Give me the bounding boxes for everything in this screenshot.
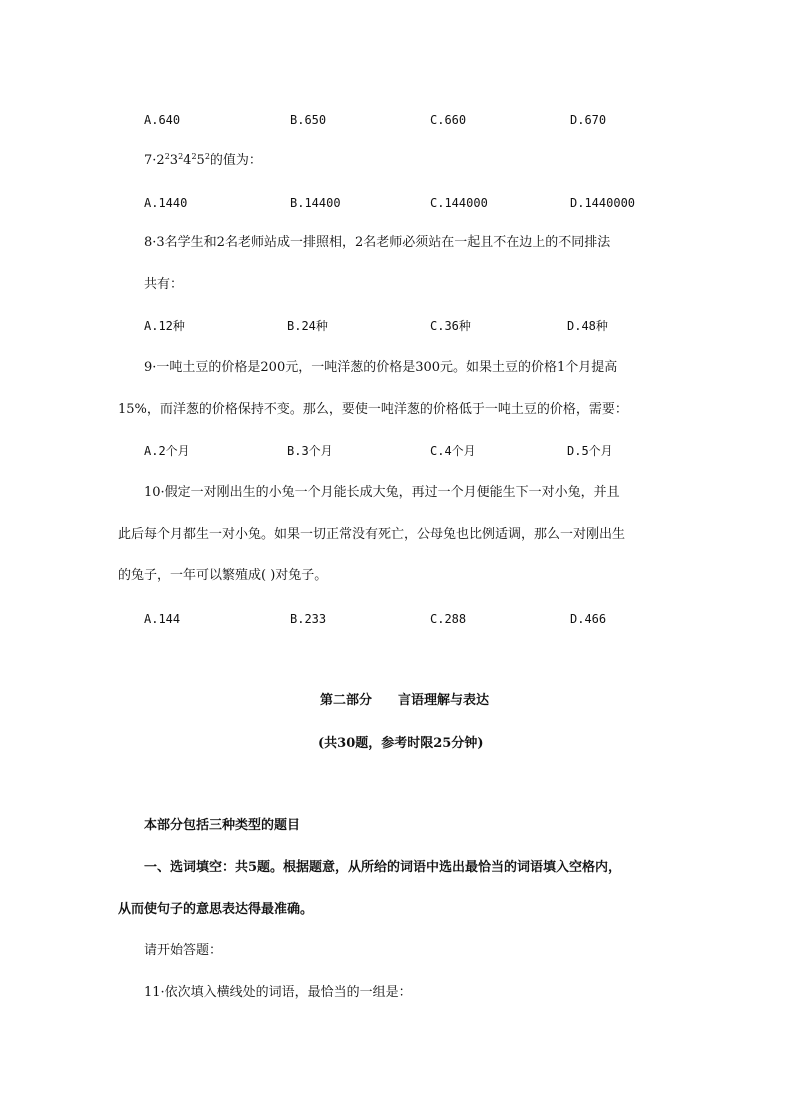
q7-text: 的值为： bbox=[209, 153, 262, 168]
q8-option-c: C.36种 bbox=[430, 319, 471, 333]
q10-option-c: C.288 bbox=[430, 612, 467, 626]
intro-type1-line1: 一、选词填空：共5题。根据题意，从所给的词语中选出最恰当的词语填入空格内， bbox=[144, 860, 622, 875]
q6-option-c: C.660 bbox=[430, 113, 467, 127]
q6-option-a: A.640 bbox=[144, 113, 181, 127]
q8-option-b: B.24种 bbox=[287, 319, 328, 333]
q7-option-b: B.14400 bbox=[290, 196, 341, 210]
q9-option-c: C.4个月 bbox=[430, 444, 476, 458]
q9-question-line1: 9·一吨土豆的价格是200元，一吨洋葱的价格是300元。如果土豆的价格1个月提高 bbox=[144, 360, 618, 375]
q8-option-a: A.12种 bbox=[144, 319, 185, 333]
intro-heading: 本部分包括三种类型的题目 bbox=[144, 818, 301, 833]
q9-option-d: D.5个月 bbox=[567, 444, 613, 458]
q10-option-d: D.466 bbox=[570, 612, 607, 626]
q7-option-d: D.1440000 bbox=[570, 196, 636, 210]
q10-option-a: A.144 bbox=[144, 612, 181, 626]
q11-question: 11·依次填入横线处的词语，最恰当的一组是： bbox=[144, 985, 412, 1000]
section-part: 第二部分 bbox=[320, 693, 373, 708]
intro-start: 请开始答题： bbox=[144, 943, 223, 958]
q6-option-d: D.670 bbox=[570, 113, 607, 127]
q8-question-line2: 共有： bbox=[144, 277, 184, 292]
q7-expr: $2^23^24^25^2$ bbox=[156, 152, 210, 168]
q10-option-b: B.233 bbox=[290, 612, 327, 626]
section-name: 言语理解与表达 bbox=[398, 693, 490, 708]
q9-option-b: B.3个月 bbox=[287, 444, 333, 458]
q7-option-c: C.144000 bbox=[430, 196, 488, 210]
q8-option-d: D.48种 bbox=[567, 319, 608, 333]
q6-option-b: B.650 bbox=[290, 113, 327, 127]
q10-question-line2: 此后每个月都生一对小兔。如果一切正常没有死亡，公母兔也比例适调，那么一对刚出生 bbox=[118, 527, 626, 542]
section-title bbox=[320, 693, 489, 709]
q9-question-line2: 15%，而洋葱的价格保持不变。那么，要使一吨洋葱的价格低于一吨土豆的价格，需要： bbox=[118, 402, 628, 417]
intro-type1-line2: 从而使句子的意思表达得最准确。 bbox=[118, 902, 314, 917]
q7-question bbox=[144, 153, 262, 169]
q10-question-line1: 10·假定一对刚出生的小兔一个月能长成大兔，再过一个月便能生下一对小兔，并且 bbox=[144, 485, 620, 500]
q10-question-line3: 的兔子，一年可以繁殖成( )对兔子。 bbox=[118, 568, 328, 583]
q8-question-line1: 8·3名学生和2名老师站成一排照相，2名老师必须站在一起且不在边上的不同排法 bbox=[144, 235, 611, 250]
q7-option-a: A.1440 bbox=[144, 196, 188, 210]
q9-option-a: A.2个月 bbox=[144, 444, 190, 458]
section-subtitle: (共30题，参考时限25分钟) bbox=[318, 736, 484, 751]
q7-number: 7· bbox=[144, 153, 157, 168]
